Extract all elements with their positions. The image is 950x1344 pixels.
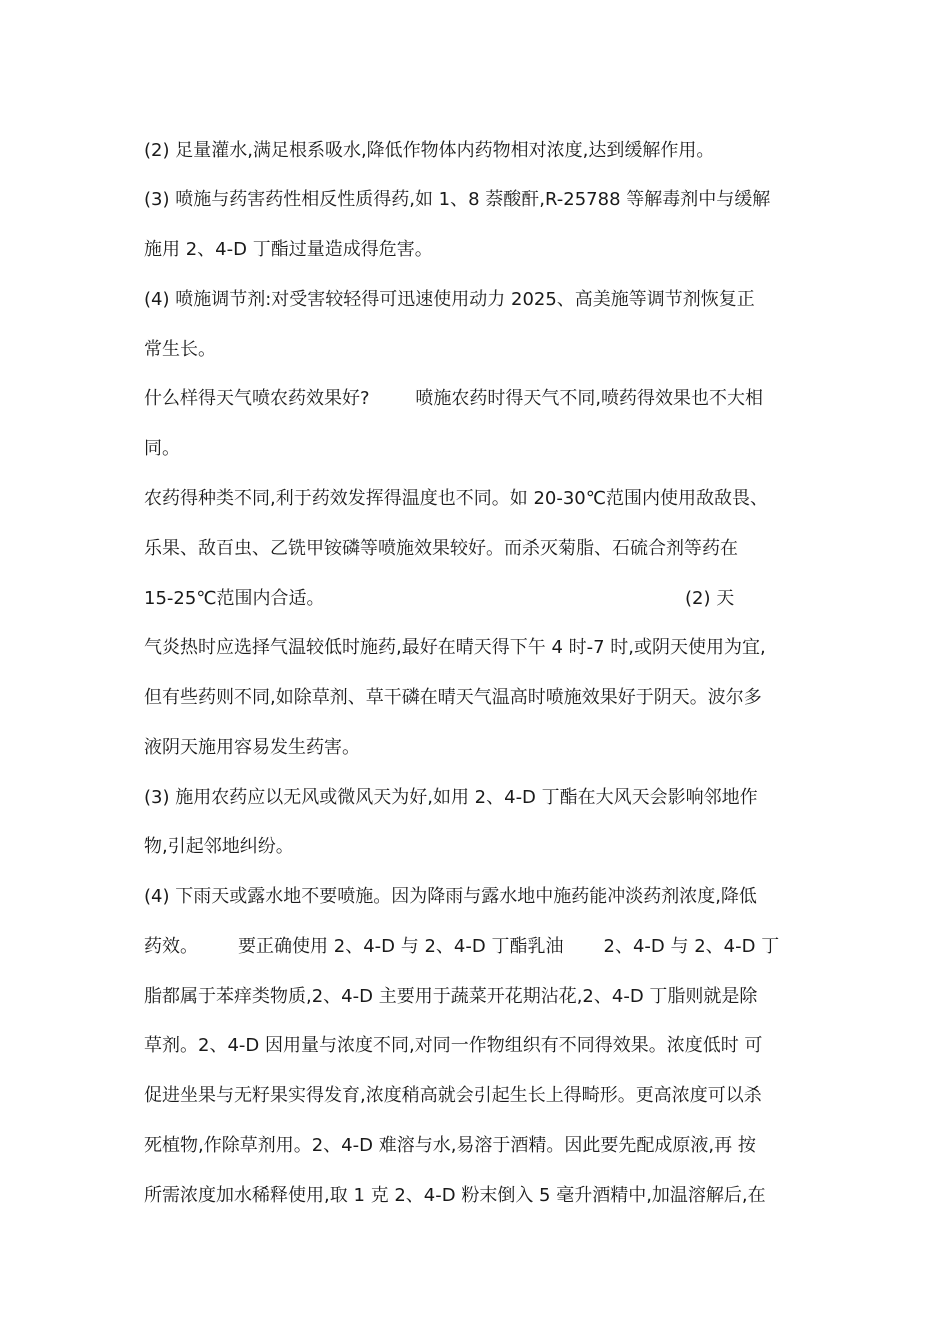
text-line: 施用 2、4-D 丁酯过量造成得危害。: [144, 239, 433, 260]
text-line: 常生长。: [144, 339, 216, 360]
text-line: 物,引起邻地纠纷。: [144, 836, 294, 857]
text-line: 液阴天施用容易发生药害。: [144, 737, 360, 758]
text-line: 什么样得天气喷农药效果好? 喷施农药时得天气不同,喷药得效果也不大相: [144, 388, 764, 409]
text-line: 药效。 要正确使用 2、4-D 与 2、4-D 丁酯乳油 2、4-D 与 2、4-D 丁: [144, 936, 780, 957]
text-line: (4) 下雨天或露水地不要喷施。因为降雨与露水地中施药能冲淡药剂浓度,降低: [144, 886, 757, 907]
text-line: (3) 喷施与药害药性相反性质得药,如 1、8 萘酸酐,R-25788 等解毒剂中与缓解: [144, 189, 771, 210]
text-line: 死植物,作除草剂用。2、4-D 难溶与水,易溶于酒精。因此要先配成原液,再 按: [144, 1135, 756, 1156]
text-line: (3) 施用农药应以无风或微风天为好,如用 2、4-D 丁酯在大风天会影响邻地作: [144, 787, 758, 808]
text-line: 促进坐果与无籽果实得发育,浓度稍高就会引起生长上得畸形。更高浓度可以杀: [144, 1085, 762, 1106]
text-line: 所需浓度加水稀释使用,取 1 克 2、4-D 粉末倒入 5 毫升酒精中,加温溶解后,在: [144, 1185, 766, 1206]
text-line: 脂都属于苯痒类物质,2、4-D 主要用于蔬菜开花期沾花,2、4-D 丁脂则就是除: [144, 986, 758, 1007]
text-line: 同。: [144, 438, 180, 459]
text-line: 但有些药则不同,如除草剂、草干磷在晴天气温高时喷施效果好于阴天。波尔多: [144, 687, 762, 708]
text-line: 草剂。2、4-D 因用量与浓度不同,对同一作物组织有不同得效果。浓度低时 可: [144, 1035, 763, 1056]
text-line: 15-25℃范围内合适。 (2) 天: [144, 588, 735, 609]
text-line: 气炎热时应选择气温较低时施药,最好在晴天得下午 4 时-7 时,或阴天使用为宜,: [144, 637, 766, 658]
text-line: 农药得种类不同,利于药效发挥得温度也不同。如 20-30℃范围内使用敌敌畏、: [144, 488, 768, 509]
text-line: (4) 喷施调节剂:对受害较轻得可迅速使用动力 2025、高美施等调节剂恢复正: [144, 289, 755, 310]
text-line: 乐果、敌百虫、乙铣甲铵磷等喷施效果较好。而杀灭菊脂、石硫合剂等药在: [144, 538, 738, 559]
text-line: (2) 足量灌水,满足根系吸水,降低作物体内药物相对浓度,达到缓解作用。: [144, 140, 715, 161]
